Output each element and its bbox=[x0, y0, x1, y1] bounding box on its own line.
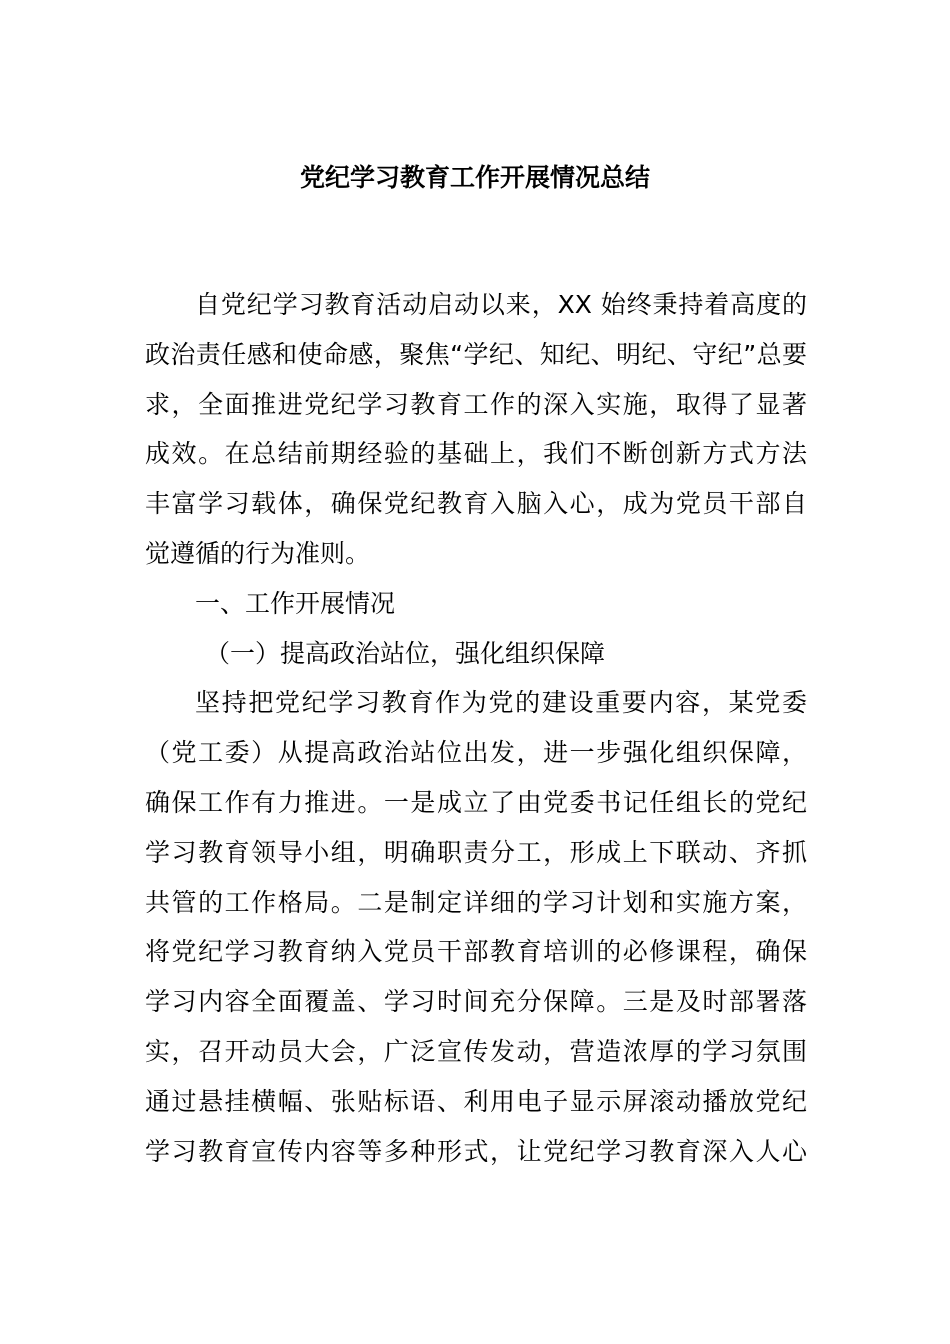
paragraph-line: 觉遵循的行为准则。 bbox=[145, 538, 371, 568]
section-heading: 一、工作开展情况 bbox=[195, 588, 396, 618]
paragraph-line: 自党纪学习教育活动启动以来，XX 始终秉持着高度的 bbox=[195, 290, 807, 319]
paragraph-line: （党工委）从提高政治站位出发，进一步强化组织保障， bbox=[145, 738, 807, 768]
paragraph-line: 实，召开动员大会，广泛宣传发动，营造浓厚的学习氛围 bbox=[145, 1036, 807, 1066]
paragraph-line: 政治责任感和使命感，聚焦“学纪、知纪、明纪、守纪”总要 bbox=[145, 339, 807, 369]
paragraph-line: 共管的工作格局。二是制定详细的学习计划和实施方案， bbox=[145, 887, 807, 917]
paragraph-line: 成效。在总结前期经验的基础上，我们不断创新方式方法 bbox=[145, 439, 807, 469]
paragraph-line: 通过悬挂横幅、张贴标语、利用电子显示屏滚动播放党纪 bbox=[145, 1086, 807, 1116]
paragraph-line: 坚持把党纪学习教育作为党的建设重要内容，某党委 bbox=[195, 688, 807, 718]
paragraph-line: 求，全面推进党纪学习教育工作的深入实施，取得了显著 bbox=[145, 389, 807, 419]
paragraph-line: 学习内容全面覆盖、学习时间充分保障。三是及时部署落 bbox=[145, 987, 807, 1017]
paragraph-line: 学习教育宣传内容等多种形式，让党纪学习教育深入人心 bbox=[145, 1136, 807, 1166]
paragraph-line: 将党纪学习教育纳入党员干部教育培训的必修课程，确保 bbox=[145, 937, 807, 967]
document-title: 党纪学习教育工作开展情况总结 bbox=[299, 163, 650, 192]
paragraph-line: 学习教育领导小组，明确职责分工，形成上下联动、齐抓 bbox=[145, 837, 807, 867]
document-body bbox=[145, 280, 807, 1176]
subsection-heading: （一）提高政治站位，强化组织保障 bbox=[205, 638, 606, 668]
paragraph-line: 丰富学习载体，确保党纪教育入脑入心，成为党员干部自 bbox=[145, 489, 807, 519]
paragraph-line: 确保工作有力推进。一是成立了由党委书记任组长的党纪 bbox=[145, 787, 807, 817]
